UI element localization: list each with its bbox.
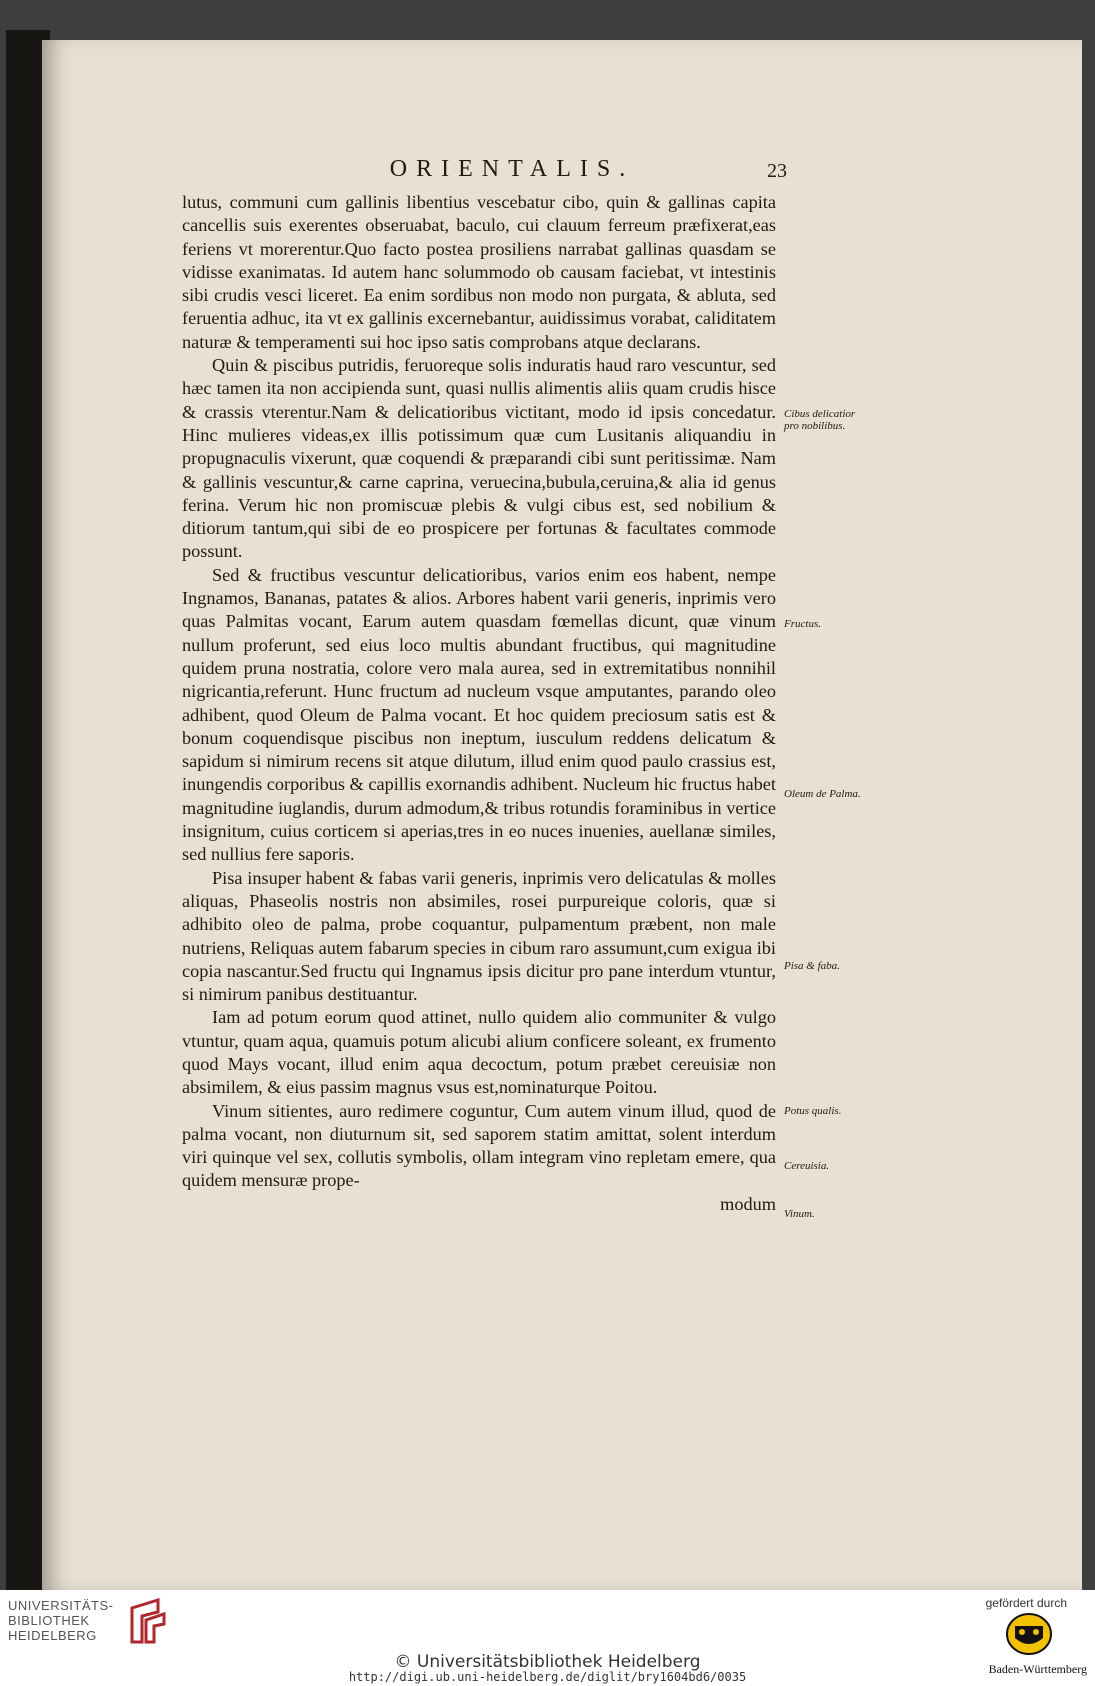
catchword-line bbox=[182, 1193, 776, 1216]
library-logo-icon bbox=[128, 1598, 168, 1644]
marginal-note-fructus: Fructus. bbox=[784, 618, 821, 630]
paragraph-2: Quin & piscibus putridis, feruoreque solis induratis haud raro vescuntur, sed hæc tamen ita non accipienda sunt, quasi nullis alimentis aliis quam crudis hisce & crassis vterentur.Nam & delicatioribus victitant, modo id ipsis concedatur. Hinc mulieres videas,ex illis potissimum quæ cum Lusitanis aliquandiu in propugnaculis vixerunt, quæ coquendi & præparandi cibi sunt peritissimæ. Nam & gallinis vescuntur,& carne caprina, veruecina,bubula,ceruina,& alia id genus ferina. Verum hic non promiscuæ plebis & vulgi cibus est, sed nobilium & ditiorum tantum,qui sibi de eo prospicere per fortunas & facultates commode possunt. bbox=[182, 355, 776, 562]
paragraph-4: Pisa insuper habent & fabas varii generis, inprimis vero delicatulas & molles aliquas, Phaseolis nostris non absimiles, rosei purpureique coloris, quæ si adhibito oleo de palma, probe coquantur, pulpamentum præbent, non male nutriens, Reliquas autem fabarum species in cibum raro assumunt,cum exigua ibi copia nascantur.Sed fructu qui Ingnamus ipsis dicitur pro pane interdum vtuntur, si nimirum panibus destituantur. bbox=[182, 867, 776, 1005]
paragraph-1: lutus, communi cum gallinis libentius vescebatur cibo, quin & gallinas capita cancellis suis exerentes obseruabat, baculo, cui clauum ferreum præfixerat,eas feriens vt morerentur.Quo facto postea prosiliens narrabat gallinas quasdam se vidisse exanimatas. Id autem hanc solummodo ob causam faciebat, vt intestinis sibi crudis vesci liceret. Ea enim sordibus non modo non purgata, & abluta, sed feruentia adhuc, ita vt ex gallinis excernebantur, auidissimus vorabat, caliditatem naturæ & temperamenti sui hoc ipso satis comprobans atque declarans. bbox=[182, 192, 776, 352]
viewer-footer bbox=[0, 1590, 1095, 1686]
paragraph-5: Iam ad potum eorum quod attinet, nullo quidem alio communiter & vulgo vtuntur, quam aqua, quamuis potum alicubi alium conficere soleant, ex frumento quod Mays vocant, illud enim aqua decoctum, potum præbet cereuisiæ non absimilem, & eius passim magnus vsus est,nominaturque Poitou. bbox=[182, 1007, 776, 1098]
marginal-note-cereuisia: Cereuisia. bbox=[784, 1160, 830, 1172]
catchword: modum bbox=[720, 1193, 776, 1214]
marginal-note-pisa: Pisa & faba. bbox=[784, 960, 840, 972]
book-page bbox=[42, 40, 1082, 1590]
baden-wuerttemberg-crest-icon bbox=[1005, 1612, 1053, 1656]
paragraph-3: Sed & fructibus vescuntur delicatioribus, varios enim eos habent, nempe Ingnamos, Bananas, patates & alios. Arbores habent varii generis, inprimis vero quas Palmitas vocant, Earum autem quasdam fœmellas dicunt, quæ vinum nullum proferunt, sed eius loco multis abundant fructibus, qui magnitudine quidem pruna nostratia, colore vero mala aurea, sed in extremitatibus nonnihil nigricantia,referunt. Hunc fructum ad nucleum vsque amputantes, parando oleo adhibent, quod Oleum de Palma vocant. Et hoc quidem preciosum satis est & bonum coquendisque piscibus non ineptum, iusculum reddens delicatum & sapidum si nimirum recens sit atque dilutum, illud enim quod paulo crassius est, inungendis corporibus & capillis exornandis adhibent. Nucleum hic fructus habet magnitudine iuglandis, durum admodum,& tribus rotundis foraminibus in vertice insignitum, cuius corticem si aperias,tres in eo nuces inuenies, auellanæ similes, sed nullius fere saporis. bbox=[182, 564, 776, 865]
paragraph-6: Vinum sitientes, auro redimere coguntur, Cum autem vinum illud, quod de palma vocant, non diuturnum sit, sed saporem statim amittat, solent interdum viri quinque vel sex, collutis symbolis, ollam integram vino repletam emere, qua quidem mensuræ prope- bbox=[182, 1100, 776, 1191]
main-text bbox=[182, 191, 776, 1216]
marginal-note-cibus: Cibus delicatior pro nobilibus. bbox=[784, 408, 856, 432]
running-head: ORIENTALIS. bbox=[389, 156, 635, 182]
funded-by-label: gefördert durch bbox=[985, 1596, 1067, 1610]
funder-name: Baden-Württemberg bbox=[988, 1662, 1087, 1676]
permalink-url[interactable]: http://digi.ub.uni-heidelberg.de/diglit/bry1604bd6/0035 bbox=[348, 1670, 747, 1684]
marginal-note-oleum: Oleum de Palma. bbox=[784, 788, 861, 800]
copyright-notice: © Universitätsbibliothek Heidelberg bbox=[394, 1652, 701, 1672]
marginal-note-potus: Potus qualis. bbox=[784, 1105, 842, 1117]
page-number: 23 bbox=[767, 160, 787, 182]
marginal-note-vinum: Vinum. bbox=[784, 1208, 815, 1220]
library-name: UNIVERSITÄTS- BIBLIOTHEK HEIDELBERG bbox=[8, 1598, 114, 1643]
